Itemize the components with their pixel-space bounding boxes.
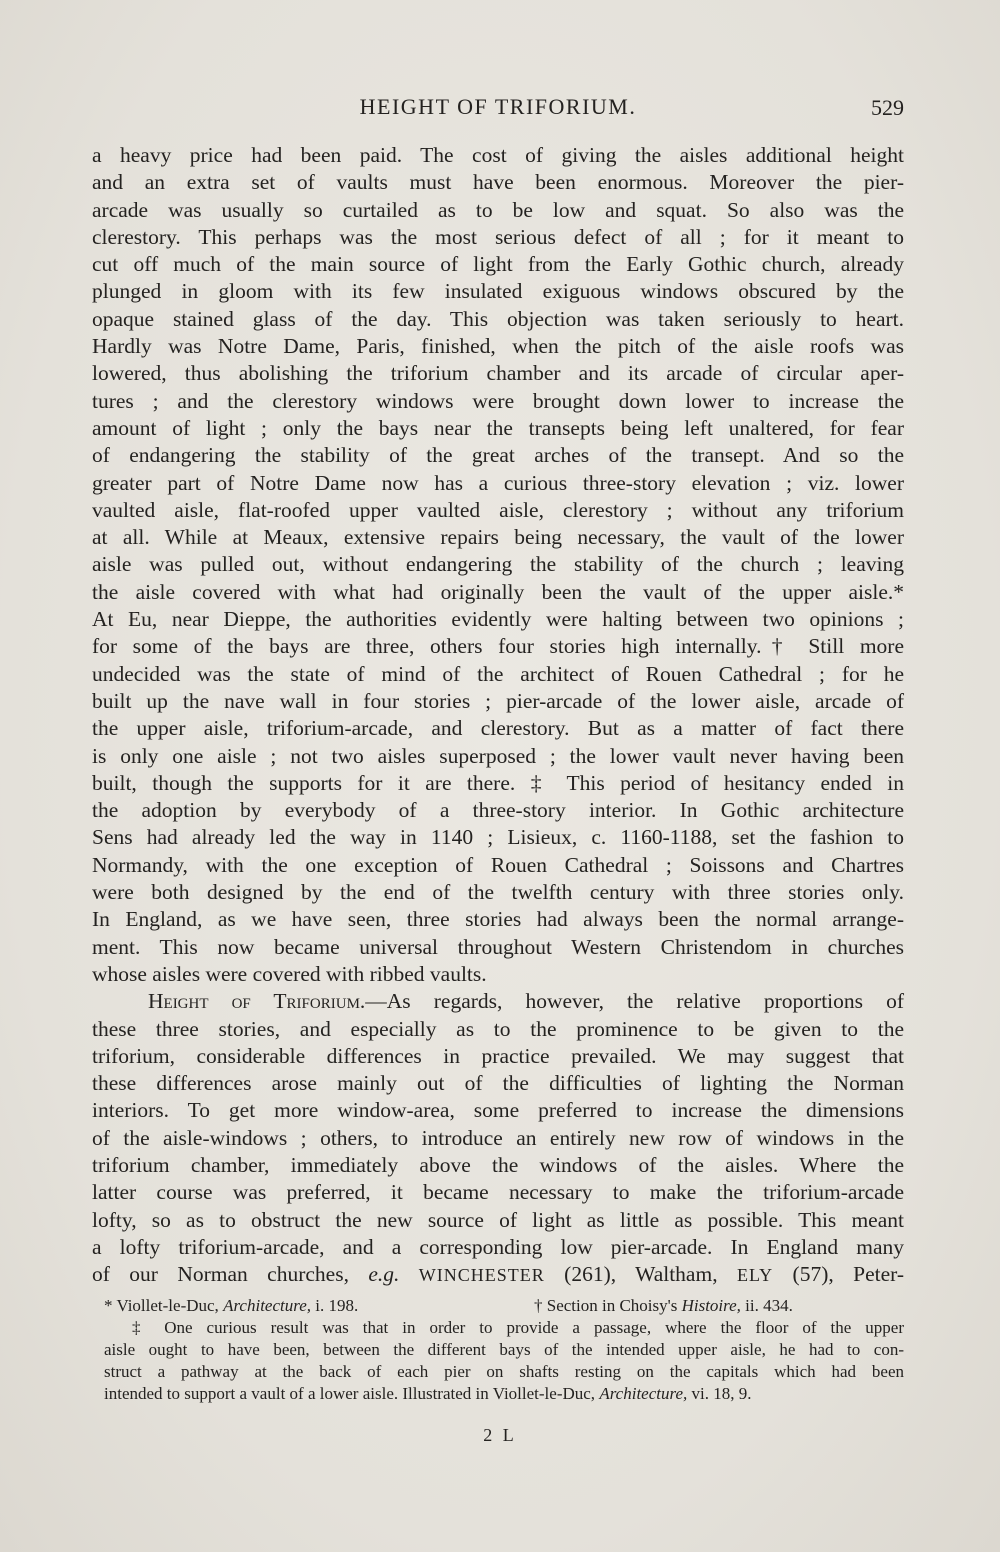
text-line: for some of the bays are three, others four stories high internally.† Still more	[92, 634, 904, 659]
section-heading-dash: —	[365, 989, 387, 1014]
section-first-line	[92, 988, 904, 1015]
text-line: Hardly was Notre Dame, Paris, finished, when the pitch of the aisle roofs was	[92, 334, 904, 359]
text-line: aisle ought to have been, between the different bays of the intended upper aisle, he had to con-	[104, 1340, 904, 1359]
figure-reference: (57),	[792, 1262, 834, 1287]
text-line: whose aisles were covered with ribbed vaults.	[92, 961, 487, 986]
text-line: At Eu, near Dieppe, the authorities evidently were halting between two opinions ;	[92, 607, 904, 632]
italic-run: Architecture,	[599, 1384, 688, 1403]
footnote-3	[104, 1317, 904, 1383]
text-run: † Section in Choisy's	[534, 1296, 678, 1315]
text-line: greater part of Notre Dame now has a curious three-story elevation ; viz. lower	[92, 470, 904, 495]
text-line: built, though the supports for it are there. ‡ This period of hesitancy ended in	[92, 770, 904, 795]
page-title: HEIGHT OF TRIFORIUM.	[359, 94, 637, 119]
building-reference: WINCHESTER	[418, 1265, 545, 1286]
text-line: of the aisle-windows ; others, to introduce an entirely new row of windows in the	[92, 1125, 904, 1150]
text-line: ment. This now became universal throughout Western Christendom in churches	[92, 934, 904, 959]
text-line: lofty, so as to obstruct the new source of light as little as possible. This meant	[92, 1207, 904, 1232]
italic-run: e.g.	[368, 1262, 400, 1287]
footnote-1	[104, 1296, 358, 1315]
figure-reference: (261),	[564, 1262, 617, 1287]
text-line: is only one aisle ; not two aisles superposed ; the lower vault never having been	[92, 743, 904, 768]
text-line: interiors. To get more window-area, some preferred to increase the dimensions	[92, 1098, 904, 1123]
text-line: triforium, considerable differences in practice prevailed. We may suggest that	[92, 1043, 904, 1068]
text-line: the upper aisle, triforium-arcade, and clerestory. But as a matter of fact there	[92, 716, 904, 741]
text-line: arcade was usually so curtailed as to be low and squat. So also was the	[92, 197, 904, 222]
footnote-line	[104, 1383, 904, 1405]
text-line: aisle was pulled out, without endangering the stability of the church ; leaving	[92, 552, 904, 577]
footnotes	[104, 1295, 904, 1405]
text-line: ‡ One curious result was that in order to provide a passage, where the floor of the upper	[132, 1318, 904, 1337]
text-line: the aisle covered with what had originally been the vault of the upper aisle.*	[92, 579, 904, 604]
section-first-line-text: As regards, however, the relative proportions of	[386, 989, 904, 1014]
italic-run: Architecture,	[223, 1296, 312, 1315]
signature-mark: 2 L	[483, 1425, 517, 1445]
text-line: a heavy price had been paid. The cost of giving the aisles additional height	[92, 143, 904, 167]
page-number: 529	[871, 95, 904, 120]
text-line: these three stories, and especially as to the prominence to be given to the	[92, 1016, 904, 1041]
body-paragraph	[92, 142, 904, 988]
text-line: latter course was preferred, it became necessary to make the triforium-arcade	[92, 1180, 904, 1205]
text-run: Waltham,	[635, 1262, 718, 1287]
text-run: intended to support a vault of a lower aisle. Illustrated in Viollet-le-Duc,	[104, 1384, 596, 1403]
text-run: * Viollet-le-Duc,	[104, 1296, 219, 1315]
section-paragraph	[92, 1016, 904, 1262]
main-text	[92, 142, 904, 1288]
italic-run: Histoire,	[681, 1296, 741, 1315]
text-line: clerestory. This perhaps was the most serious defect of all ; for it meant to	[92, 224, 904, 249]
text-run: vi. 18, 9.	[691, 1384, 752, 1403]
text-run: ii. 434.	[745, 1296, 793, 1315]
text-line: the adoption by everybody of a three-story interior. In Gothic architecture	[92, 798, 904, 823]
text-line: triforium chamber, immediately above the windows of the aisles. Where the	[92, 1152, 904, 1177]
text-run: of our Norman churches,	[92, 1262, 349, 1287]
section-heading: Height of Triforium.	[148, 989, 366, 1014]
text-line: a lofty triforium-arcade, and a corresponding low pier-arcade. In England many	[92, 1234, 904, 1259]
building-reference: ELY	[736, 1265, 774, 1286]
text-line: opaque stained glass of the day. This objection was taken seriously to heart.	[92, 306, 904, 331]
text-line: of endangering the stability of the great arches of the transept. And so the	[92, 443, 904, 468]
text-line: lowered, thus abolishing the triforium chamber and its arcade of circular aper-	[92, 361, 904, 386]
text-line: Sens had already led the way in 1140 ; Lisieux, c. 1160-1188, set the fashion to	[92, 825, 904, 850]
text-line: built up the nave wall in four stories ; pier-arcade of the lower aisle, arcade of	[92, 688, 904, 713]
text-line: In England, as we have seen, three stories had always been the normal arrange-	[92, 907, 904, 932]
text-line: amount of light ; only the bays near the transepts being left unaltered, for fear	[92, 415, 904, 440]
text-line: undecided was the state of mind of the architect of Rouen Cathedral ; for he	[92, 661, 904, 686]
text-run: i. 198.	[315, 1296, 359, 1315]
text-line: Normandy, with the one exception of Rouen Cathedral ; Soissons and Chartres	[92, 852, 904, 877]
text-line: tures ; and the clerestory windows were brought down lower to increase the	[92, 388, 904, 413]
text-line: struct a pathway at the back of each pier on shafts resting on the capitals which had been	[104, 1362, 904, 1381]
text-line: these differences arose mainly out of the difficulties of lighting the Norman	[92, 1071, 904, 1096]
section-last-line	[92, 1261, 904, 1288]
running-head	[92, 92, 904, 126]
footnote-line	[104, 1295, 904, 1317]
text-run: Peter-	[853, 1262, 905, 1287]
text-line: vaulted aisle, flat-roofed upper vaulted aisle, clerestory ; without any triforium	[92, 497, 904, 522]
footnote-2	[534, 1295, 793, 1317]
text-line: and an extra set of vaults must have been enormous. Moreover the pier-	[92, 170, 904, 195]
text-line: cut off much of the main source of light from the Early Gothic church, already	[92, 252, 904, 277]
text-line: at all. While at Meaux, extensive repairs being necessary, the vault of the lower	[92, 525, 904, 550]
text-line: were both designed by the end of the twelfth century with three stories only.	[92, 880, 904, 905]
text-line: plunged in gloom with its few insulated exiguous windows obscured by the	[92, 279, 904, 304]
